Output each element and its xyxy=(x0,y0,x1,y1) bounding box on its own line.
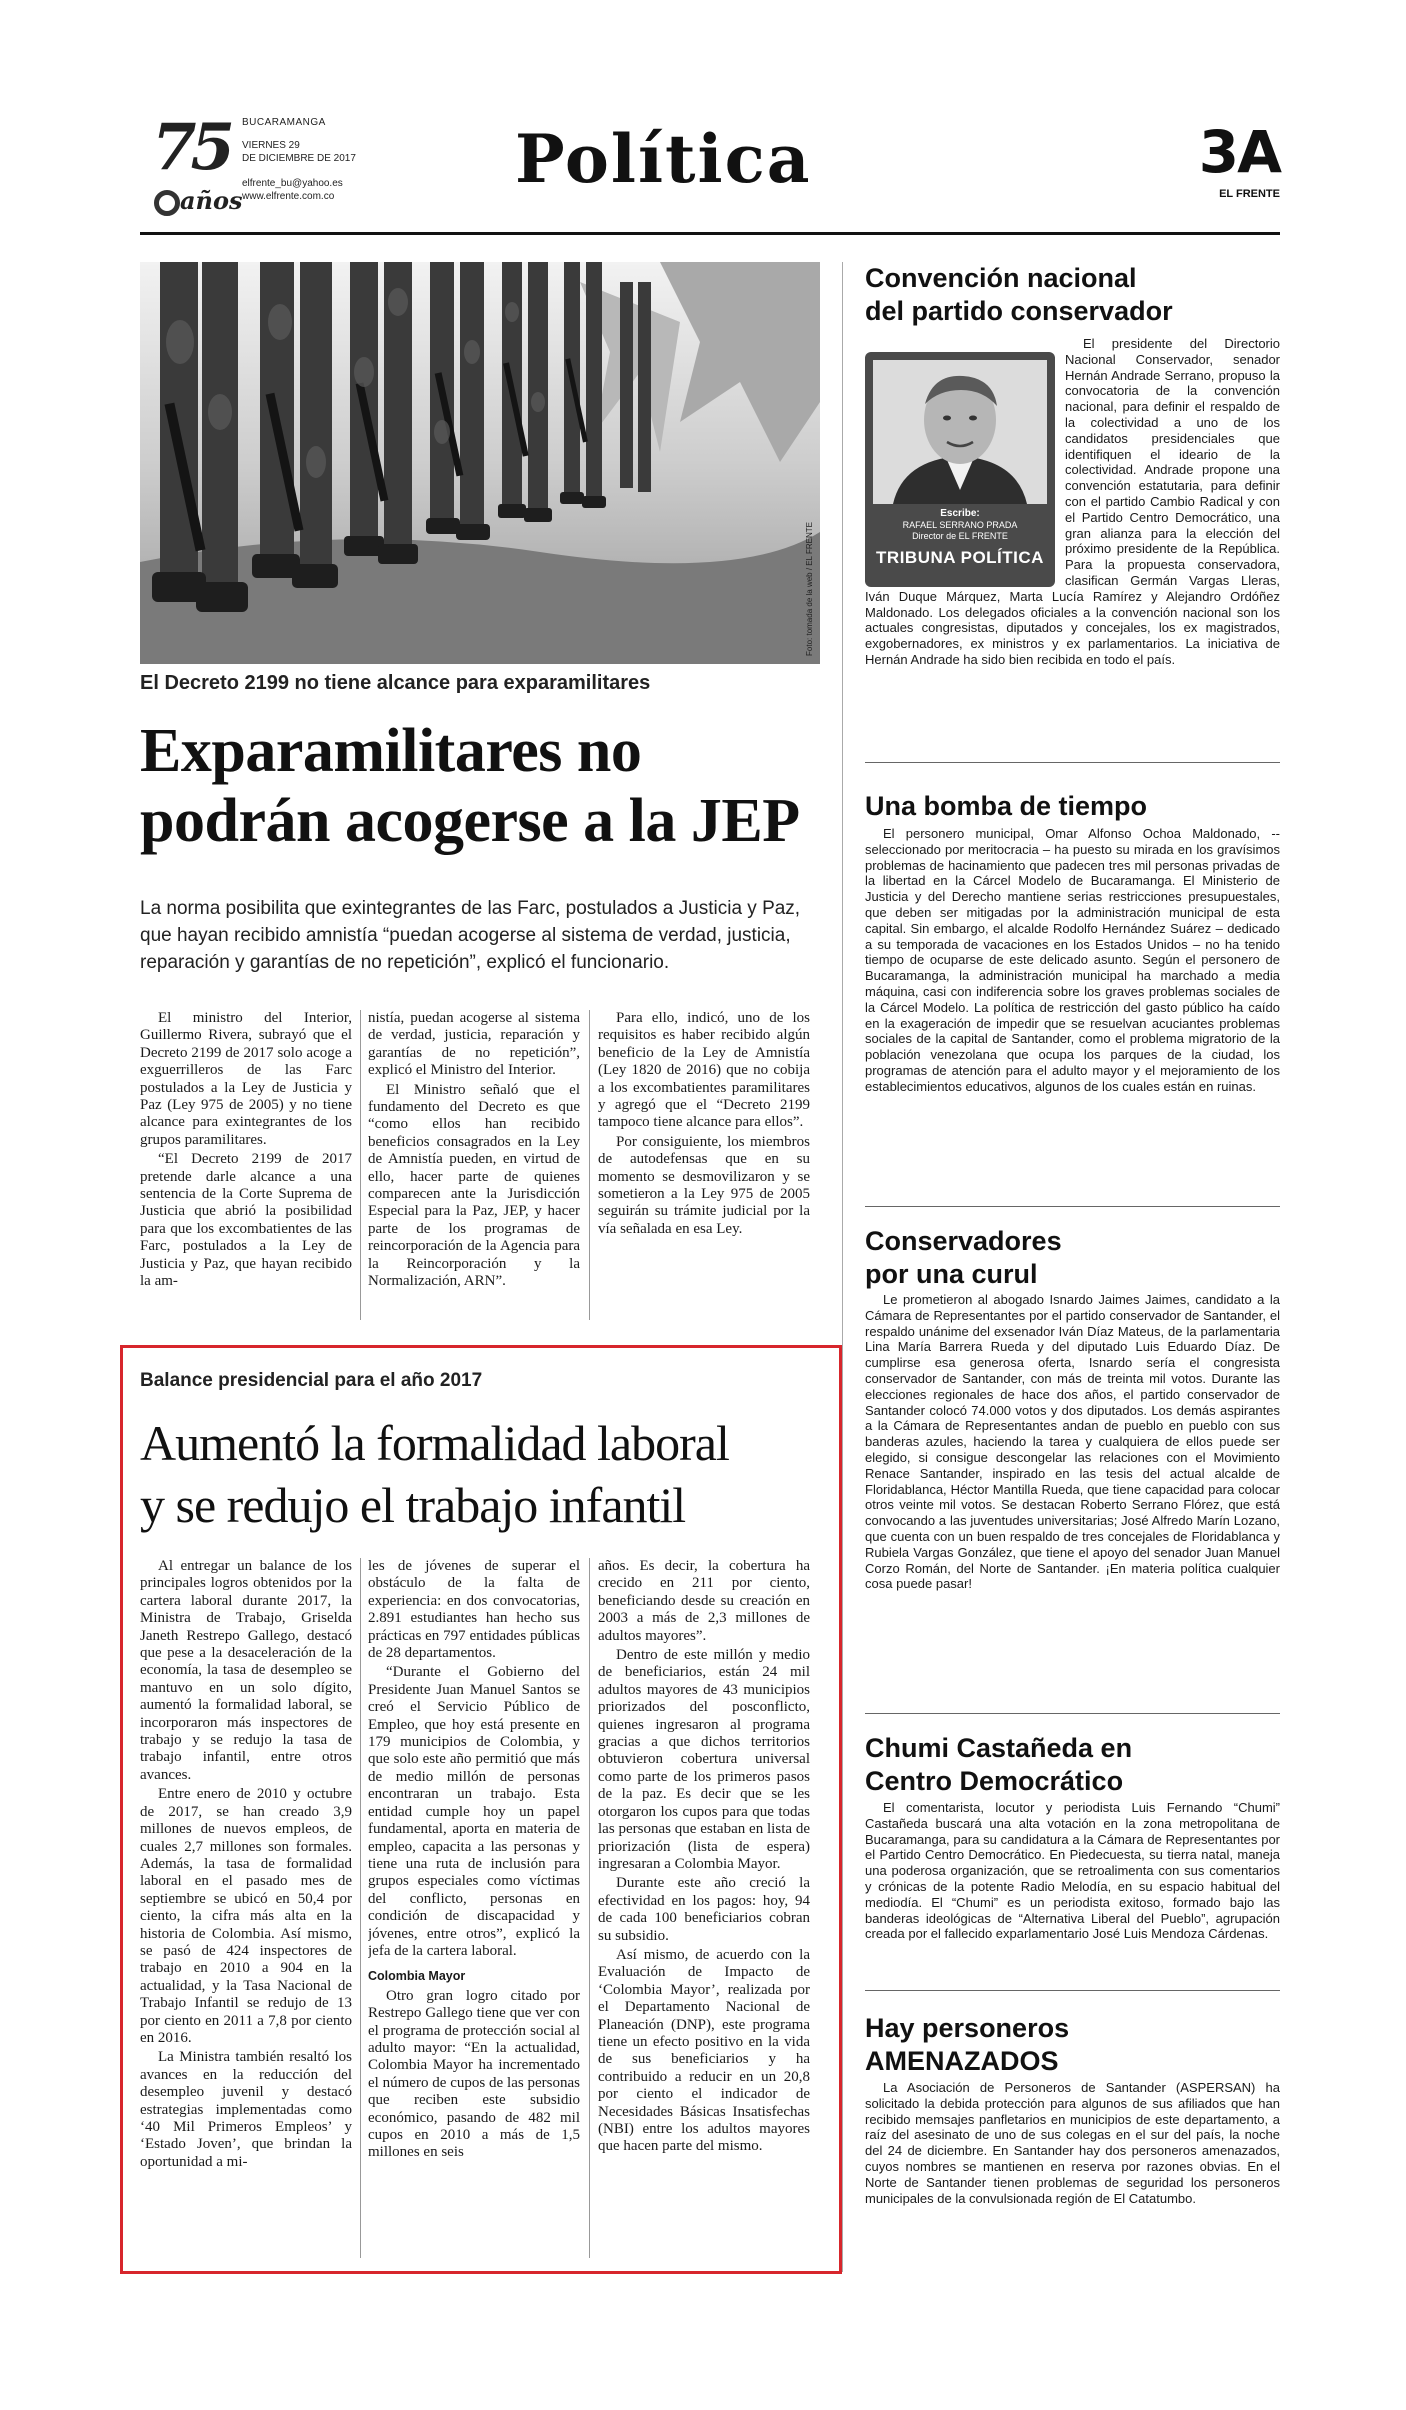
sidebar-s3-title-line2: por una curul xyxy=(865,1259,1038,1289)
sidebar-s1-title-line2: del partido conservador xyxy=(865,296,1173,326)
header-website[interactable]: www.elfrente.com.co xyxy=(242,191,335,202)
article1-column2 xyxy=(368,1010,580,1328)
column-divider xyxy=(360,1010,361,1320)
sidebar-s2-title: Una bomba de tiempo xyxy=(865,791,1148,821)
columnist-name: RAFAEL SERRANO PRADA xyxy=(902,520,1018,530)
sidebar-s2-text: El personero municipal, Omar Alfonso Ochoa Maldonado, -- seleccionado por meritocracia – ha puesto su mirada en los gravísimos problemas de hacinamiento que padecen tres mil personas privadas de la libertad en la Cárcel Modelo de Bucaramanga. El Ministerio de Justicia y del Derecho mantiene serias restricciones presupuestales, que deben ser mitigadas por la administración municipal de esta capital. Sin embargo, el alcalde Rodolfo Hernández Suárez – dedicado a su temporada de vacaciones en los Estados Unidos – no ha tenido tiempo de ocuparse de este delicado asunto. Según el personero de Bucaramanga, la administración municipal ha marchado a media máquina, casi con indiferencia sobre los graves problemas sociales de la Cárcel Modelo. La política de restricción del gasto público ha caído en la exageración de impedir que se resuelvan acuciantes problemas sociales de la capital de Santander, como el problema migratorio de la población venezolana que ocupa los parques de la ciudad, los programas de atención para el adulto mayor y el mejoramiento de los establecimientos educativos, algunos de los cuales están en ruinas. xyxy=(865,826,1280,1094)
sidebar-rule xyxy=(865,762,1280,763)
header-rule xyxy=(140,232,1280,235)
logo-circle-icon xyxy=(154,190,180,216)
sidebar-s4-title-line1: Chumi Castañeda en xyxy=(865,1733,1133,1763)
sidebar-s5-title-line2: AMENAZADOS xyxy=(865,2046,1059,2076)
article1-column3 xyxy=(598,1010,810,1328)
sidebar-s3-text: Le prometieron al abogado Isnardo Jaimes Jaimes, candidato a la Cámara de Representantes por el partido conservador de Santander, el respaldo unánime del exsenador Iván Díaz Mateus, de la parlamentaria Lina María Barrera Rueda y del diputado Luis Eduardo Díaz. De cumplirse esa generosa oferta, Isnardo sería el congresista conservador de Santander, con más de treinta mil votos. Durante las elecciones regionales de hace dos años, el partido conservador de Santander colocó 74.000 votos y dos diputados. Los demás aspirantes a la Cámara de Representantes andan de pueblo en pueblo con sus banderas azules, haciendo la tarea y cualquiera de ellos puede ser elegido, si consigue descongelar las relaciones con el Movimiento Renace Santander, inspirado en las tesis del actual alcalde de Floridablanca, Héctor Mantilla Rueda, que tiene capacidad para colocar otros veinte mil votos. Se destacan Roberto Serrano Flórez, que está convocando a las juventudes universitarias; José Alfredo Marín Lozano, que cuenta con un buen respaldo de tres concejales de Floridablanca y Rubiela Vargas González, que tiene el apoyo del senador Juan Manuel Corzo Román, del Norte de Santander. ¡En materia política cualquier cosa puede pasar! xyxy=(865,1292,1280,1592)
article2-col2-paragraph3: Otro gran logro citado por Restrepo Gallego tiene que ver con el programa de protección social al adulto mayor: “En la actualidad, Colombia Mayor ha incrementado el número de cupos de las personas que reciben este subsidio económico, pasando de 482 mil cupos en 2010 a más de 1,5 millones en seis xyxy=(368,1987,580,2161)
article2-col3-paragraph1: años. Es decir, la cobertura ha crecido en 211 por ciento, beneficiando desde su creación en 2003 a más de 2,3 millones de adultos mayores”. xyxy=(598,1558,810,1644)
article2-col3-paragraph3: Durante este año creció la efectividad en los pagos: hoy, 94 de cada 100 beneficiarios cobran su subsidio. xyxy=(598,1875,810,1944)
paper-name: EL FRENTE xyxy=(1219,188,1280,200)
sidebar-s5-title xyxy=(865,2012,1069,2078)
photo-credit: Foto: tomada de la web / EL FRENTE xyxy=(805,522,814,656)
column-name: TRIBUNA POLÍTICA xyxy=(876,548,1044,567)
article2-column2 xyxy=(368,1558,580,2263)
article2-subheading: Colombia Mayor xyxy=(368,1969,466,1984)
sidebar-s4-text: El comentarista, locutor y periodista Luis Fernando “Chumi” Castañeda buscará una alta votación en la zona metropolitana de Bucaramanga, para su candidatura a la Cámara de Representantes por el Partido Centro Democrático. En Piedecuesta, su tierra natal, maneja una poderosa organización, que se retroalimenta con sus comentarios y crónicas de la potente Radio Melodía, en su espacio habitual del mediodía. El “Chumi” es un periodista exitoso, formado bajo las banderas ideológicas de “Alternativa Liberal del Pueblo”, agrupación creada por el fallecido exparlamentario José Luis Mendoza Cárdenas. xyxy=(865,1800,1280,1942)
article1-col1-paragraph1: El ministro del Interior, Guillermo Rivera, subrayó que el Decreto 2199 de 2017 solo acoge a exguerrilleros de las Farc postulados a la Ley de Justicia y Paz (Ley 975 de 2005) y no tiene alcance para exintegrantes de los grupos paramilitares. xyxy=(140,1010,352,1148)
article2-headline-line2: y se redujo el trabajo infantil xyxy=(140,1477,686,1533)
sidebar-s4-title xyxy=(865,1732,1132,1798)
sidebar-s3-title-line1: Conservadores xyxy=(865,1226,1062,1256)
article1-headline-line2: podrán acogerse a la JEP xyxy=(140,787,800,855)
article2-col2-paragraph2: “Durante el Gobierno del Presidente Juan Manuel Santos se creó el Servicio Público de Empleo, que hoy está presente en 179 municipios de Colombia, y que solo este año permitió que más de medio millón de personas encontraran un trabajo. Esta entidad cumple hoy un papel fundamental, aporta en materia de empleo, capacita a las personas y tiene una ruta de inclusión para grupos especiales como víctimas del conflicto, personas en condición de discapacidad y jóvenes, entre otros”, explicó la jefa de la cartera laboral. xyxy=(368,1664,580,1959)
sidebar-s2-text-wrap xyxy=(865,826,1280,1186)
page-number: 3A xyxy=(1198,118,1280,186)
article2-headline xyxy=(140,1412,729,1536)
article1-col1-paragraph2: “El Decreto 2199 de 2017 pretende darle alcance a una sentencia de la Corte Suprema de Justicia que abrió la posibilidad para que los excombatientes de las Farc, postulados a la Ley de Justicia y Paz, que hayan recibido la am- xyxy=(140,1151,352,1290)
sidebar-s3-title xyxy=(865,1225,1062,1291)
header-date-line1: VIERNES 29 xyxy=(242,140,300,151)
sidebar-divider xyxy=(842,262,843,2272)
article1-col3-paragraph1: Para ello, indicó, uno de los requisitos es haber recibido algún beneficio de la Ley de Amnistía (Ley 1820 de 2016) que no cobija a los excombatientes paramilitares y agregó que el “Decreto 2199 tampoco tiene alcance para ellos”. xyxy=(598,1010,810,1131)
article2-column3 xyxy=(598,1558,810,2263)
article2-col3-paragraph4: Así mismo, de acuerdo con la Evaluación de Impacto de ‘Colombia Mayor’, realizada por el Departamento Nacional de Planeación (DNP), este programa tiene un efecto positivo en la vida de sus beneficiarios y ha contribuido a reducir en un 20,8 por ciento el indicador de Necesidades Básicas Insatisfechas (NBI) entre los adultos mayores que hacen parte del mismo. xyxy=(598,1946,810,2155)
soldiers-photo xyxy=(140,262,820,664)
header-email[interactable]: elfrente_bu@yahoo.es xyxy=(242,178,343,189)
article1-lead: La norma posibilita que exintegrantes de las Farc, postulados a Justicia y Paz, que hayan recibido amnistía “puedan acogerse al sistema de verdad, justicia, reparación y garantías de no repetición”, explicó el funcionario. xyxy=(140,898,801,973)
article2-col1-paragraph3: La Ministra también resaltó los avances en la reducción del desempleo juvenil y destacó estrategias implementadas como ‘40 Mil Primeros Empleos’ y ‘Estado Joven’, que brindan la oportunidad a mi- xyxy=(140,2049,352,2170)
header-city: BUCARAMANGA xyxy=(242,117,326,128)
sidebar-s3-text-wrap xyxy=(865,1292,1280,1697)
sidebar-s1-text: El presidente del Directorio Nacional Conservador, senador Hernán Andrade Serrano, propuso la convocatoria de la convención nacional, para definir el respaldo de la colectividad a uno de los candidatos presidenciales que identifiquen el ideario de la colectividad. Andrade propone una convención estatutaria, para definir con el partido Cambio Radical y con el Partido Centro Democrático, una gran alianza para la elección del próximo presidente de la República. Para la propuesta conservadora, clasifican Germán Vargas Lleras, Iván Duque Márquez, Marta Lucía Ramírez y Alejandro Ordóñez Maldonado. Los delegados oficiales a la convención nacional son los actuales congresistas, diputados y concejales, los ex magistrados, exgobernadores, ex ministros y ex parlamentarios. La iniciativa de Hernán Andrade ha sido bien recibida en todo el país. xyxy=(865,336,1280,667)
sidebar-s5-text-wrap xyxy=(865,2080,1280,2260)
section-title: Política xyxy=(515,120,812,198)
masthead xyxy=(140,112,1280,230)
columnist-role: Director de EL FRENTE xyxy=(912,531,1008,541)
column-divider xyxy=(589,1558,590,2258)
article1-column1 xyxy=(140,1010,352,1328)
logo-word: años xyxy=(180,186,243,215)
article1-col2-paragraph1: nistía, puedan acogerse al sistema de verdad, justicia, reparación y garantías de no repetición”, explicó el Ministro del Interior. xyxy=(368,1010,580,1079)
article2-col1-paragraph2: Entre enero de 2010 y octubre de 2017, se han creado 3,9 millones de nuevos empleos, de cuales 2,7 millones son formales. Además, la tasa de formalidad laboral en el pasado mes de septiembre se ubicó en 50,4 por ciento, la cifra más alta en la historia de Colombia. Así mismo, se pasó de 424 inspectores de trabajo en 2010 a 904 en la actualidad, y la Tasa Nacional de Trabajo Infantil se redujo de 13 por ciento en 2011 a 7,8 por ciento en 2016. xyxy=(140,1786,352,2046)
article1-kicker: El Decreto 2199 no tiene alcance para exparamilitares xyxy=(140,672,651,694)
article1-headline xyxy=(140,716,800,856)
article2-col3-paragraph2: Dentro de este millón y medio de beneficiarios, están 24 mil adultos mayores de 43 municipios priorizados del posconflicto, quienes ingresaron al programa gracias a que dichos territorios obtuvieron cobertura universal como parte de los primeros pasos de la paz. Es decir que se les otorgaron los cupos para que todas las personas que estaban en lista de priorización (lista de espera) ingresaran a Colombia Mayor. xyxy=(598,1647,810,1872)
article1-col2-paragraph2: El Ministro señaló que el fundamento del Decreto es que “como ellos han recibido beneficios consagrados en la Ley de Amnistía pueden, en virtud de ello, hacer parte de quienes comparecen ante la Jurisdicción Especial para la Paz, JEP, y hacer parte de los programas de reincorporación de la Agencia para la Reincorporación y la Normalización, ARN”. xyxy=(368,1081,580,1290)
header-date-line2: DE DICIEMBRE DE 2017 xyxy=(242,153,356,164)
sidebar-rule xyxy=(865,1990,1280,1991)
sidebar-s4-text-wrap xyxy=(865,1800,1280,1970)
sidebar-rule xyxy=(865,1206,1280,1207)
sidebar-s5-title-line1: Hay personeros xyxy=(865,2013,1070,2043)
column-divider xyxy=(589,1010,590,1320)
sidebar-s1-title-line1: Convención nacional xyxy=(865,263,1137,293)
article2-headline-line1: Aumentó la formalidad laboral xyxy=(140,1415,729,1471)
columnist-writes-label: Escribe: xyxy=(940,508,980,519)
article2-col2-paragraph1: les de jóvenes de superar el obstáculo de la falta de experiencia: en dos convocatorias, 2.891 estudiantes han hecho sus prácticas en 797 entidades públicas de 28 departamentos. xyxy=(368,1558,580,1662)
soldiers-illustration xyxy=(140,262,820,664)
article1-headline-line1: Exparamilitares no xyxy=(140,717,642,785)
logo-number: 75 xyxy=(152,110,230,185)
sidebar-s4-title-line2: Centro Democrático xyxy=(865,1766,1124,1796)
sidebar-s1-title xyxy=(865,262,1173,328)
sidebar-s1-text-wrap xyxy=(865,336,1280,741)
article1-col3-paragraph2: Por consiguiente, los miembros de autodefensas que en su momento se desmovilizaron y se sometieron a la Ley 975 de 2005 seguirán su trámite judicial por la vía señalada en esa Ley. xyxy=(598,1133,810,1237)
article2-kicker: Balance presidencial para el año 2017 xyxy=(140,1370,483,1391)
anniversary-logo xyxy=(152,110,243,216)
column-divider xyxy=(360,1558,361,2258)
article2-column1 xyxy=(140,1558,352,2263)
article2-col1-paragraph1: Al entregar un balance de los principales logros obtenidos por la cartera laboral durante 2017, la Ministra de Trabajo, Griselda Janeth Restrepo Gallego, destacó que pese a la desaceleración de la economía, la tasa de desempleo se mantuvo en un solo dígito, aumentó la formalidad laboral, se incorporaron más inspectores de trabajo y se redujo la tasa de trabajo infantil, entre otros avances. xyxy=(140,1558,352,1783)
header-info xyxy=(242,116,356,203)
sidebar-rule xyxy=(865,1713,1280,1714)
sidebar-s5-text: La Asociación de Personeros de Santander (ASPERSAN) ha solicitado la debida protección para algunos de sus afiliados que han recibido memsajes panfletarios en municipios de este departamento, a raíz del asesinato de uno de sus colegas en el sur del país, la noche del 24 de diciembre. En Santander hay dos personeros amenazados, cuyos nombres se mantienen en reserva por razones obvias. En el Norte de Santander tienen problemas de seguridad los personeros municipales de la convulsionada región de El Catatumbo. xyxy=(865,2080,1280,2206)
